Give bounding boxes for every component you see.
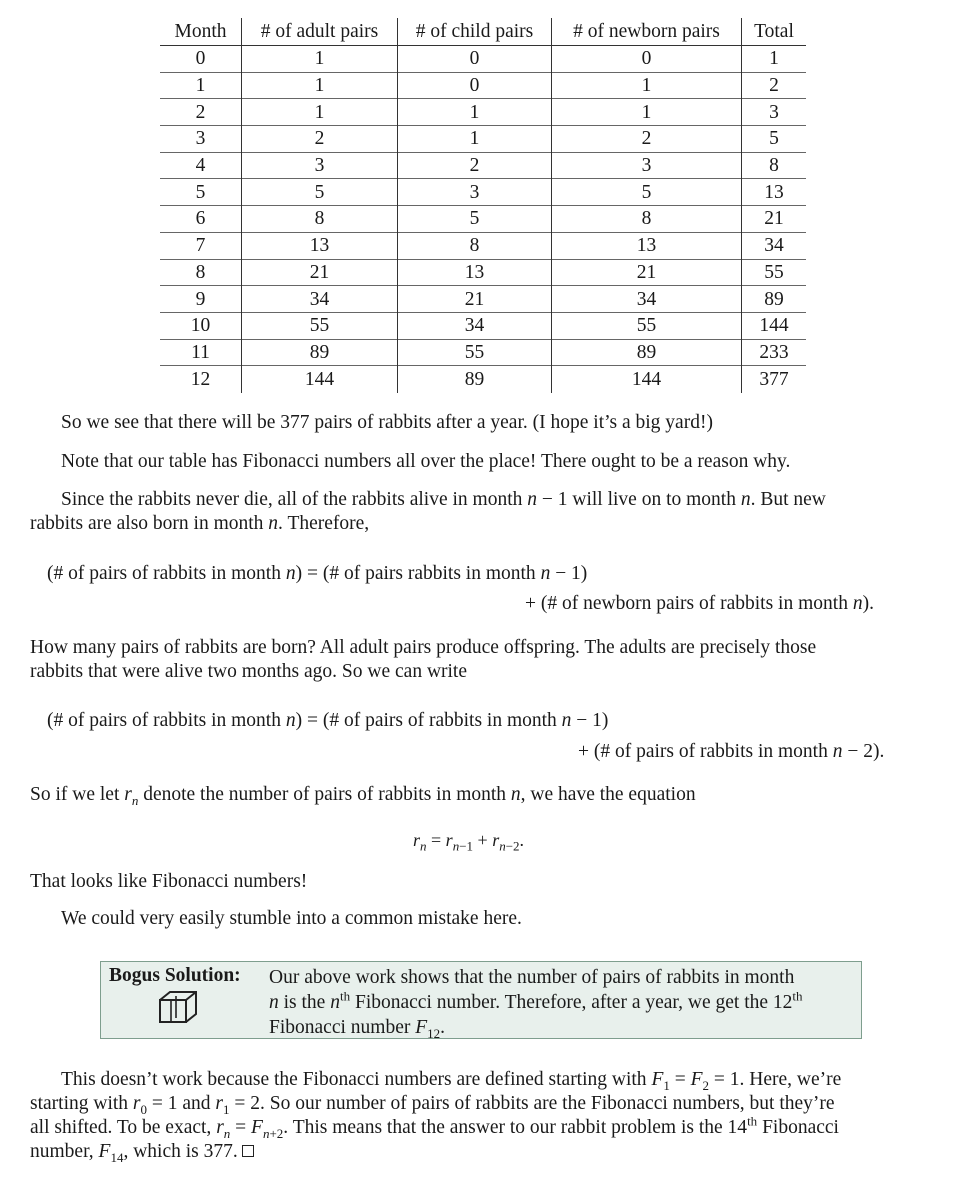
table-cell: 11 (160, 339, 242, 366)
table-cell: 5 (160, 179, 242, 206)
table-row (160, 206, 806, 233)
table-cell: 12 (160, 366, 242, 394)
table-cell: 233 (759, 341, 789, 363)
table-cell: 5 (552, 179, 742, 206)
table-cell: 89 (398, 366, 552, 394)
table-cell: 3 (552, 152, 742, 179)
paragraph-fibonacci-note: Note that our table has Fibonacci numbers all over the place! There ought to be a reason why. (61, 451, 791, 472)
paragraph-doesnt-work-line3: all shifted. To be exact, $r_n = F_{n+2}$. This means that the answer to our rabbit problem is the 14th Fibonacci (30, 1113, 839, 1141)
table-cell: 1 (160, 72, 242, 99)
table-row (160, 126, 806, 153)
table-cell: 1 (552, 99, 742, 126)
table-cell: 13 (398, 259, 552, 286)
table-row (160, 232, 806, 259)
table-cell: 8 (552, 206, 742, 233)
paragraph-let-rn: So if we let $r_n$ denote the number of pairs of rabbits in month n, we have the equation (30, 784, 696, 808)
paragraph-looks-like-fibonacci: That looks like Fibonacci numbers! (30, 871, 308, 892)
table-row (160, 259, 806, 286)
equation-2-line1: (# of pairs of rabbits in month n) = (# of pairs of rabbits in month n − 1) (47, 710, 609, 731)
table-cell: 3 (398, 179, 552, 206)
table-cell: 34 (764, 235, 784, 257)
table-cell: 10 (160, 312, 242, 339)
table-row (160, 312, 806, 339)
paragraph-doesnt-work-line4: number, $F_{14}$, which is 377. (30, 1140, 254, 1164)
table-cell: 34 (398, 312, 552, 339)
table-cell: 34 (552, 286, 742, 313)
table-cell: 13 (764, 181, 784, 203)
table-cell: 89 (764, 288, 784, 310)
table-cell: 9 (160, 286, 242, 313)
table-row (160, 46, 806, 73)
bogus-solution-label: Bogus Solution: (109, 965, 241, 986)
qed-square-icon (242, 1145, 254, 1157)
header-newborn-pairs: # of newborn pairs (552, 18, 742, 46)
table-cell: 21 (552, 259, 742, 286)
cube-icon (158, 990, 200, 1030)
table-cell: 7 (160, 232, 242, 259)
table-cell: 13 (552, 232, 742, 259)
table-cell: 3 (769, 101, 779, 123)
table-row (160, 179, 806, 206)
paragraph-doesnt-work-line2: starting with $r_0 = 1$ and $r_1 = 2$. So our number of pairs of rabbits are the Fibonacci numbers, but they’re (30, 1093, 835, 1117)
header-child-pairs: # of child pairs (398, 18, 552, 46)
header-adult-pairs: # of adult pairs (242, 18, 398, 46)
table-cell: 144 (242, 366, 398, 394)
table-cell: 21 (398, 286, 552, 313)
table-cell: 2 (398, 152, 552, 179)
paragraph-how-many-born-line1: How many pairs of rabbits are born? All adult pairs produce offspring. The adults are precisely those (30, 637, 817, 658)
paragraph-377-pairs: So we see that there will be 377 pairs of rabbits after a year. (I hope it’s a big yard!) (61, 412, 713, 433)
table-row (160, 152, 806, 179)
table-cell: 13 (242, 232, 398, 259)
table-cell: 2 (242, 126, 398, 153)
table-cell: 4 (160, 152, 242, 179)
table-row (160, 99, 806, 126)
table-cell: 55 (242, 312, 398, 339)
table-cell: 21 (764, 208, 784, 230)
table-body (160, 46, 806, 394)
paragraph-doesnt-work-line1: This doesn’t work because the Fibonacci numbers are defined starting with $F_1 = F_2 = 1$. Here, we’re (61, 1069, 842, 1093)
table-cell: 1 (769, 48, 779, 70)
table-cell: 0 (160, 46, 242, 73)
table-cell: 3 (160, 126, 242, 153)
bogus-solution-box (100, 961, 862, 1039)
paragraph-how-many-born-line2: rabbits that were alive two months ago. So we can write (30, 661, 468, 682)
table-cell: 8 (398, 232, 552, 259)
table-cell: 8 (160, 259, 242, 286)
rabbit-table-container (160, 18, 806, 393)
equation-2-line2: + (# of pairs of rabbits in month n − 2). (578, 741, 885, 762)
table-row (160, 286, 806, 313)
table-row (160, 72, 806, 99)
paragraph-never-die-line1: Since the rabbits never die, all of the rabbits alive in month n − 1 will live on to month n. But new (61, 489, 826, 510)
table-cell: 89 (242, 339, 398, 366)
table-row (160, 339, 806, 366)
paragraph-never-die-line2: rabbits are also born in month n. Therefore, (30, 513, 370, 534)
table-cell: 1 (242, 46, 398, 73)
table-cell: 55 (398, 339, 552, 366)
table-header-row (160, 18, 806, 46)
table-cell: 55 (764, 261, 784, 283)
header-month: Month (160, 18, 242, 46)
table-cell: 55 (552, 312, 742, 339)
table-cell: 21 (242, 259, 398, 286)
table-cell: 1 (242, 72, 398, 99)
table-cell: 8 (242, 206, 398, 233)
table-cell: 8 (769, 155, 779, 177)
table-cell: 5 (769, 128, 779, 150)
table-cell: 1 (552, 72, 742, 99)
bogus-solution-text: Our above work shows that the number of pairs of rabbits in month n is the $n^{th}$ Fibonacci number. Therefore, after a year, we get the 12th Fibonacci number $F_{12}$. (269, 967, 803, 1041)
table-cell: 144 (759, 315, 789, 337)
table-cell: 144 (552, 366, 742, 394)
table-cell: 2 (552, 126, 742, 153)
table-cell: 1 (242, 99, 398, 126)
table-cell: 3 (242, 152, 398, 179)
table-cell: 1 (398, 126, 552, 153)
table-cell: 89 (552, 339, 742, 366)
table-row (160, 366, 806, 394)
recurrence-equation: $r_n = r_{n-1} + r_{n-2}$. (413, 830, 525, 854)
table-cell: 0 (552, 46, 742, 73)
table-cell: 6 (160, 206, 242, 233)
table-cell: 0 (398, 46, 552, 73)
table-cell: 34 (242, 286, 398, 313)
table-cell: 0 (398, 72, 552, 99)
table-cell: 2 (160, 99, 242, 126)
rabbit-table (160, 18, 806, 393)
equation-1-line2: + (# of newborn pairs of rabbits in month n). (525, 593, 874, 614)
table-cell: 1 (398, 99, 552, 126)
table-cell: 377 (759, 369, 789, 391)
paragraph-common-mistake: We could very easily stumble into a common mistake here. (61, 908, 522, 929)
table-cell: 2 (769, 75, 779, 97)
header-total: Total (754, 21, 794, 42)
equation-1-line1: (# of pairs of rabbits in month n) = (# of pairs rabbits in month n − 1) (47, 563, 588, 584)
table-cell: 5 (242, 179, 398, 206)
table-cell: 5 (398, 206, 552, 233)
